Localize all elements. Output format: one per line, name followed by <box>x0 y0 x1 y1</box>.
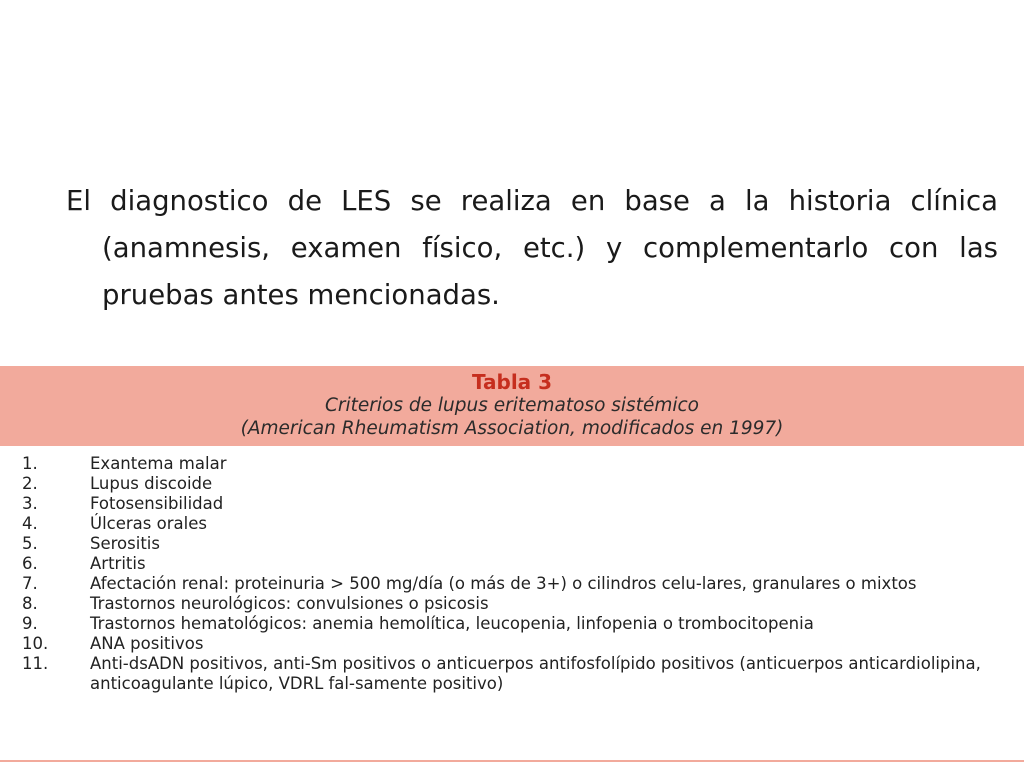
criteria-number: 10. <box>22 634 49 653</box>
criteria-item-7 <box>0 574 1024 594</box>
criteria-number: 4. <box>22 514 38 533</box>
criteria-number: 2. <box>22 474 38 493</box>
criteria-item-10 <box>0 634 1024 654</box>
criteria-item-1 <box>0 454 1024 474</box>
criteria-item-3 <box>0 494 1024 514</box>
criteria-number: 11. <box>22 654 49 673</box>
criteria-number: 8. <box>22 594 38 613</box>
criteria-text: Anti-dsADN positivos, anti-Sm positivos o anticuerpos antifosfolípido positivos (anticuerpos anticardiolipina, anticoagulante lúpico, VDRL fal-samente positivo) <box>90 654 981 693</box>
table-subtitle-line2: (American Rheumatism Association, modificados en 1997) <box>240 418 784 439</box>
criteria-item-9 <box>0 614 1024 634</box>
table-title: Tabla 3 <box>471 370 553 394</box>
criteria-number: 6. <box>22 554 38 573</box>
criteria-item-11 <box>0 654 1024 694</box>
criteria-item-2 <box>0 474 1024 494</box>
slide-body-text: El diagnostico de LES se realiza en base a la historia clínica (anamnesis, examen físico, etc.) y complementarlo con las pruebas antes mencionadas. <box>66 185 998 311</box>
criteria-item-6 <box>0 554 1024 574</box>
criteria-number: 3. <box>22 494 38 513</box>
criteria-number: 5. <box>22 534 38 553</box>
criteria-text: Trastornos hematológicos: anemia hemolítica, leucopenia, linfopenia o trombocitopenia <box>90 614 814 633</box>
criteria-number: 9. <box>22 614 38 633</box>
criteria-item-8 <box>0 594 1024 614</box>
criteria-text: Exantema malar <box>90 454 227 473</box>
criteria-text: ANA positivos <box>90 634 204 653</box>
criteria-item-5 <box>0 534 1024 554</box>
table-subtitle-line1: Criterios de lupus eritematoso sistémico <box>325 395 699 416</box>
criteria-text: Artritis <box>90 554 146 573</box>
criteria-list <box>0 454 1024 694</box>
table-header <box>0 366 1024 446</box>
criteria-text: Trastornos neurológicos: convulsiones o psicosis <box>90 594 489 613</box>
criteria-text: Afectación renal: proteinuria > 500 mg/día (o más de 3+) o cilindros celu-lares, granulares o mixtos <box>90 574 917 593</box>
criteria-text: Serositis <box>90 534 160 553</box>
criteria-number: 1. <box>22 454 38 473</box>
table-bottom-rule <box>0 760 1024 762</box>
criteria-number: 7. <box>22 574 38 593</box>
criteria-table-figure <box>0 366 1024 766</box>
criteria-item-4 <box>0 514 1024 534</box>
criteria-text: Fotosensibilidad <box>90 494 224 513</box>
criteria-text: Lupus discoide <box>90 474 213 493</box>
criteria-text: Úlceras orales <box>90 514 207 533</box>
